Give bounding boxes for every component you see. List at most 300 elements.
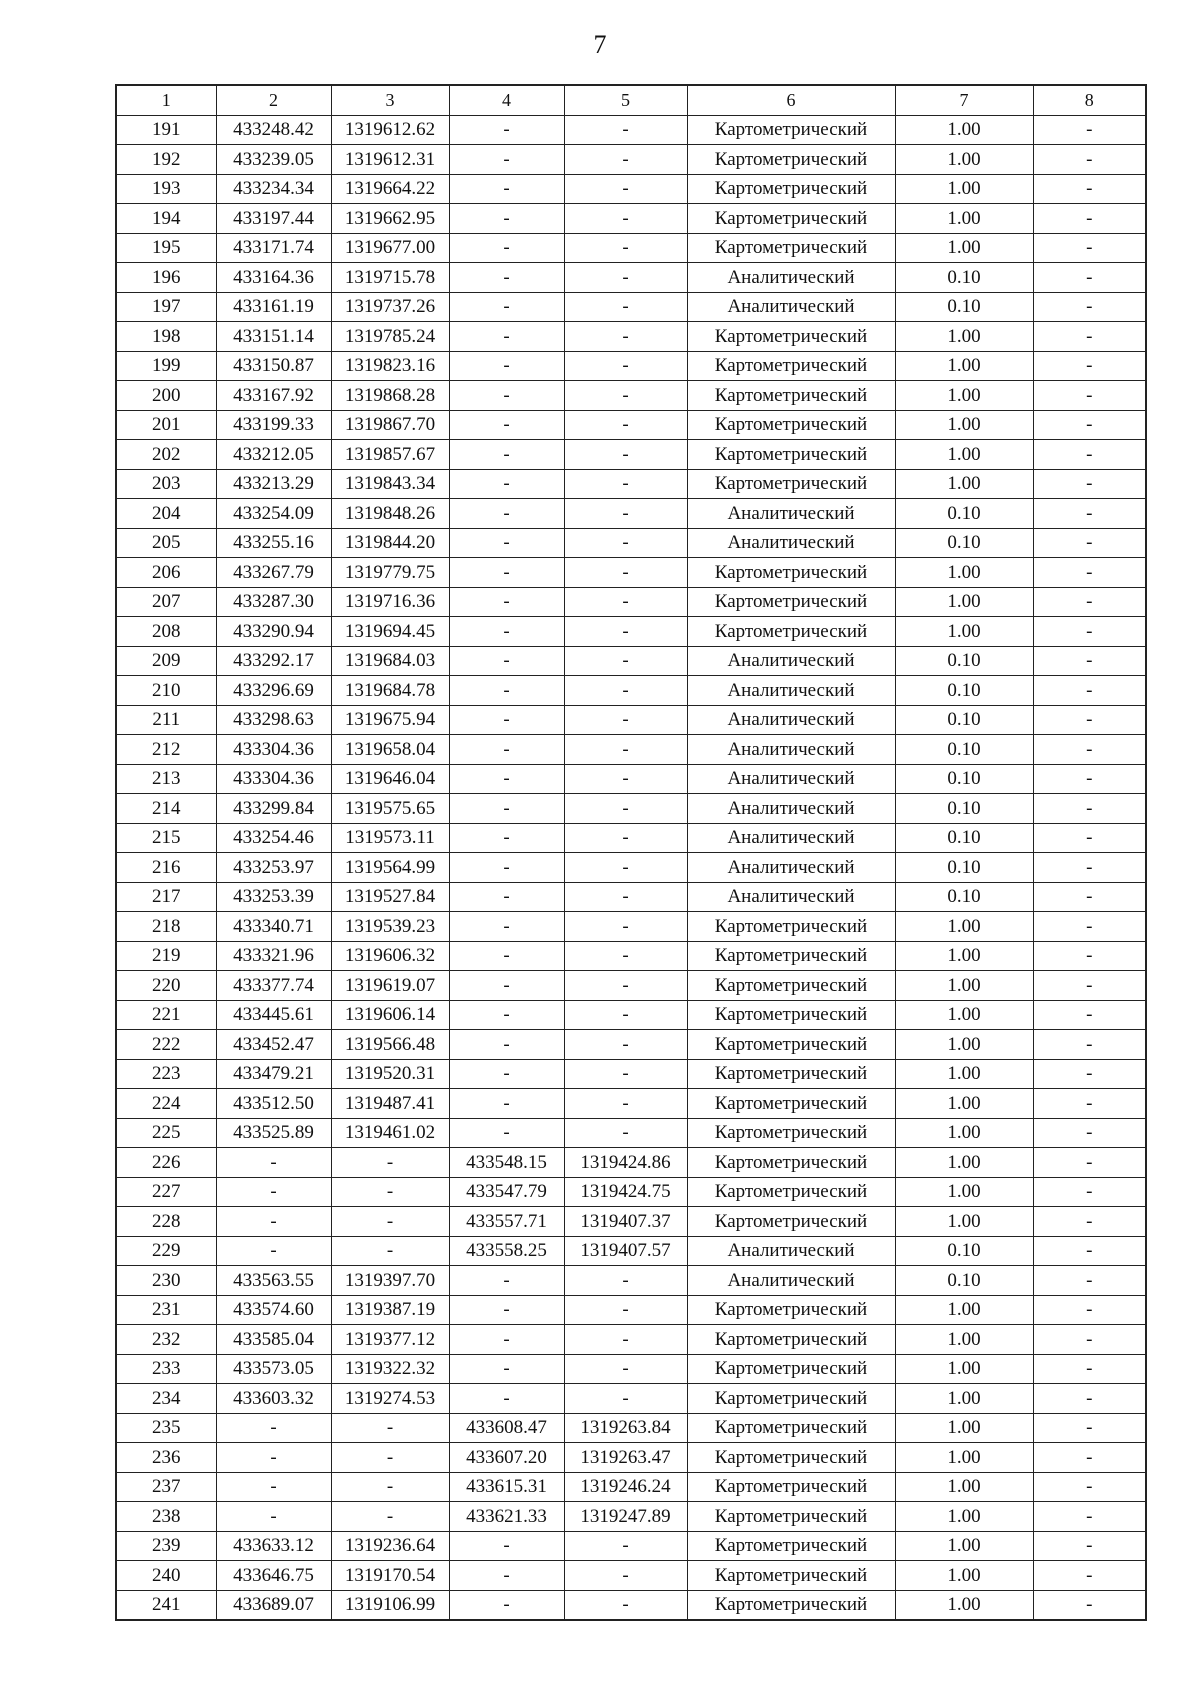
y-coordinate-cell: 1319612.62 [331, 115, 449, 145]
y-coordinate-new-cell: - [564, 469, 687, 499]
y-coordinate-cell: 1319236.64 [331, 1531, 449, 1561]
y-coordinate-new-cell: - [564, 617, 687, 647]
table-row [116, 676, 1146, 706]
y-coordinate-cell: 1319857.67 [331, 440, 449, 470]
x-coordinate-new-cell: 433547.79 [449, 1177, 564, 1207]
table-row [116, 1000, 1146, 1030]
y-coordinate-cell: - [331, 1443, 449, 1473]
method-cell: Аналитический [687, 764, 895, 794]
accuracy-cell: 0.10 [895, 499, 1033, 529]
point-number-cell: 214 [116, 794, 216, 824]
accuracy-cell: 1.00 [895, 587, 1033, 617]
y-coordinate-cell: 1319170.54 [331, 1561, 449, 1591]
point-number-cell: 197 [116, 292, 216, 322]
accuracy-cell: 1.00 [895, 351, 1033, 381]
accuracy-cell: 1.00 [895, 558, 1033, 588]
point-number-cell: 202 [116, 440, 216, 470]
y-coordinate-new-cell: - [564, 292, 687, 322]
y-coordinate-new-cell: - [564, 1531, 687, 1561]
x-coordinate-new-cell: - [449, 882, 564, 912]
y-coordinate-new-cell: - [564, 1295, 687, 1325]
point-number-cell: 200 [116, 381, 216, 411]
y-coordinate-cell: 1319785.24 [331, 322, 449, 352]
description-cell: - [1033, 735, 1146, 765]
y-coordinate-new-cell: - [564, 941, 687, 971]
point-number-cell: 191 [116, 115, 216, 145]
table-row [116, 823, 1146, 853]
accuracy-cell: 0.10 [895, 292, 1033, 322]
description-cell: - [1033, 705, 1146, 735]
point-number-cell: 219 [116, 941, 216, 971]
y-coordinate-cell: 1319274.53 [331, 1384, 449, 1414]
method-cell: Картометрический [687, 145, 895, 175]
x-coordinate-cell: - [216, 1413, 331, 1443]
x-coordinate-new-cell: - [449, 823, 564, 853]
x-coordinate-new-cell: 433557.71 [449, 1207, 564, 1237]
x-coordinate-cell: 433150.87 [216, 351, 331, 381]
point-number-cell: 241 [116, 1590, 216, 1620]
x-coordinate-cell: 433563.55 [216, 1266, 331, 1296]
x-coordinate-cell: 433161.19 [216, 292, 331, 322]
accuracy-cell: 1.00 [895, 1177, 1033, 1207]
point-number-cell: 234 [116, 1384, 216, 1414]
x-coordinate-new-cell: - [449, 735, 564, 765]
description-cell: - [1033, 1207, 1146, 1237]
point-number-cell: 238 [116, 1502, 216, 1532]
y-coordinate-cell: 1319606.14 [331, 1000, 449, 1030]
x-coordinate-cell: 433253.97 [216, 853, 331, 883]
x-coordinate-new-cell: - [449, 558, 564, 588]
description-cell: - [1033, 1502, 1146, 1532]
table-row [116, 794, 1146, 824]
accuracy-cell: 1.00 [895, 115, 1033, 145]
table-row [116, 1207, 1146, 1237]
method-cell: Картометрический [687, 1207, 895, 1237]
description-cell: - [1033, 1472, 1146, 1502]
description-cell: - [1033, 1531, 1146, 1561]
y-coordinate-cell: 1319566.48 [331, 1030, 449, 1060]
accuracy-cell: 1.00 [895, 381, 1033, 411]
method-cell: Аналитический [687, 823, 895, 853]
x-coordinate-new-cell: - [449, 528, 564, 558]
y-coordinate-cell: 1319779.75 [331, 558, 449, 588]
y-coordinate-new-cell: - [564, 794, 687, 824]
y-coordinate-cell: 1319716.36 [331, 587, 449, 617]
accuracy-cell: 1.00 [895, 469, 1033, 499]
x-coordinate-cell: 433239.05 [216, 145, 331, 175]
point-number-cell: 198 [116, 322, 216, 352]
description-cell: - [1033, 1030, 1146, 1060]
description-cell: - [1033, 676, 1146, 706]
point-number-cell: 208 [116, 617, 216, 647]
y-coordinate-cell: 1319564.99 [331, 853, 449, 883]
description-cell: - [1033, 1561, 1146, 1591]
description-cell: - [1033, 1325, 1146, 1355]
accuracy-cell: 1.00 [895, 1472, 1033, 1502]
accuracy-cell: 1.00 [895, 1207, 1033, 1237]
accuracy-cell: 1.00 [895, 322, 1033, 352]
accuracy-cell: 1.00 [895, 1443, 1033, 1473]
y-coordinate-cell: 1319606.32 [331, 941, 449, 971]
table-row [116, 617, 1146, 647]
x-coordinate-new-cell: - [449, 322, 564, 352]
accuracy-cell: 1.00 [895, 1413, 1033, 1443]
y-coordinate-cell: 1319868.28 [331, 381, 449, 411]
y-coordinate-new-cell: - [564, 764, 687, 794]
accuracy-cell: 0.10 [895, 823, 1033, 853]
x-coordinate-new-cell: - [449, 794, 564, 824]
y-coordinate-new-cell: 1319424.86 [564, 1148, 687, 1178]
y-coordinate-cell: 1319387.19 [331, 1295, 449, 1325]
table-row [116, 941, 1146, 971]
accuracy-cell: 1.00 [895, 1384, 1033, 1414]
table-row [116, 1443, 1146, 1473]
x-coordinate-cell: 433585.04 [216, 1325, 331, 1355]
x-coordinate-cell: 433452.47 [216, 1030, 331, 1060]
accuracy-cell: 1.00 [895, 1030, 1033, 1060]
accuracy-cell: 1.00 [895, 233, 1033, 263]
method-cell: Картометрический [687, 1384, 895, 1414]
point-number-cell: 212 [116, 735, 216, 765]
header-cell: 8 [1033, 85, 1146, 115]
x-coordinate-cell: 433689.07 [216, 1590, 331, 1620]
accuracy-cell: 0.10 [895, 263, 1033, 293]
method-cell: Картометрический [687, 1177, 895, 1207]
description-cell: - [1033, 351, 1146, 381]
y-coordinate-new-cell: - [564, 735, 687, 765]
table-row [116, 322, 1146, 352]
point-number-cell: 193 [116, 174, 216, 204]
point-number-cell: 211 [116, 705, 216, 735]
table-row [116, 912, 1146, 942]
x-coordinate-new-cell: - [449, 1354, 564, 1384]
description-cell: - [1033, 1266, 1146, 1296]
point-number-cell: 220 [116, 971, 216, 1001]
point-number-cell: 236 [116, 1443, 216, 1473]
point-number-cell: 223 [116, 1059, 216, 1089]
x-coordinate-cell: - [216, 1148, 331, 1178]
y-coordinate-new-cell: - [564, 1384, 687, 1414]
accuracy-cell: 1.00 [895, 174, 1033, 204]
table-row [116, 1325, 1146, 1355]
y-coordinate-cell: 1319843.34 [331, 469, 449, 499]
accuracy-cell: 1.00 [895, 145, 1033, 175]
method-cell: Аналитический [687, 528, 895, 558]
point-number-cell: 195 [116, 233, 216, 263]
x-coordinate-new-cell: - [449, 410, 564, 440]
point-number-cell: 213 [116, 764, 216, 794]
description-cell: - [1033, 1089, 1146, 1119]
accuracy-cell: 1.00 [895, 440, 1033, 470]
method-cell: Картометрический [687, 1325, 895, 1355]
method-cell: Картометрический [687, 351, 895, 381]
y-coordinate-new-cell: 1319263.47 [564, 1443, 687, 1473]
table-row [116, 1295, 1146, 1325]
x-coordinate-new-cell: - [449, 764, 564, 794]
x-coordinate-cell: 433298.63 [216, 705, 331, 735]
method-cell: Аналитический [687, 263, 895, 293]
x-coordinate-new-cell: - [449, 233, 564, 263]
y-coordinate-cell: 1319575.65 [331, 794, 449, 824]
x-coordinate-cell: 433151.14 [216, 322, 331, 352]
x-coordinate-new-cell: - [449, 971, 564, 1001]
point-number-cell: 204 [116, 499, 216, 529]
point-number-cell: 231 [116, 1295, 216, 1325]
table-row [116, 1059, 1146, 1089]
point-number-cell: 194 [116, 204, 216, 234]
point-number-cell: 210 [116, 676, 216, 706]
x-coordinate-cell: 433479.21 [216, 1059, 331, 1089]
y-coordinate-cell: - [331, 1472, 449, 1502]
y-coordinate-cell: 1319664.22 [331, 174, 449, 204]
point-number-cell: 229 [116, 1236, 216, 1266]
point-number-cell: 217 [116, 882, 216, 912]
accuracy-cell: 0.10 [895, 735, 1033, 765]
table-row [116, 1030, 1146, 1060]
y-coordinate-cell: 1319684.03 [331, 646, 449, 676]
x-coordinate-new-cell: - [449, 1590, 564, 1620]
y-coordinate-cell: 1319527.84 [331, 882, 449, 912]
y-coordinate-new-cell: - [564, 823, 687, 853]
y-coordinate-new-cell: - [564, 1030, 687, 1060]
method-cell: Картометрический [687, 587, 895, 617]
x-coordinate-new-cell: - [449, 174, 564, 204]
description-cell: - [1033, 322, 1146, 352]
y-coordinate-new-cell: 1319424.75 [564, 1177, 687, 1207]
point-number-cell: 201 [116, 410, 216, 440]
x-coordinate-cell: - [216, 1443, 331, 1473]
table-row [116, 145, 1146, 175]
x-coordinate-new-cell: - [449, 145, 564, 175]
y-coordinate-new-cell: - [564, 882, 687, 912]
point-number-cell: 233 [116, 1354, 216, 1384]
header-cell: 6 [687, 85, 895, 115]
x-coordinate-cell: 433267.79 [216, 558, 331, 588]
point-number-cell: 203 [116, 469, 216, 499]
accuracy-cell: 1.00 [895, 1502, 1033, 1532]
description-cell: - [1033, 145, 1146, 175]
y-coordinate-cell: - [331, 1148, 449, 1178]
y-coordinate-new-cell: - [564, 1266, 687, 1296]
method-cell: Картометрический [687, 1354, 895, 1384]
y-coordinate-new-cell: - [564, 115, 687, 145]
x-coordinate-cell: 433234.34 [216, 174, 331, 204]
accuracy-cell: 1.00 [895, 1118, 1033, 1148]
table-row [116, 1472, 1146, 1502]
x-coordinate-cell: 433321.96 [216, 941, 331, 971]
y-coordinate-new-cell: - [564, 381, 687, 411]
point-number-cell: 230 [116, 1266, 216, 1296]
method-cell: Картометрический [687, 1531, 895, 1561]
method-cell: Аналитический [687, 794, 895, 824]
x-coordinate-new-cell: 433607.20 [449, 1443, 564, 1473]
header-cell: 2 [216, 85, 331, 115]
y-coordinate-cell: 1319848.26 [331, 499, 449, 529]
table-row [116, 587, 1146, 617]
y-coordinate-cell: 1319694.45 [331, 617, 449, 647]
y-coordinate-cell: 1319397.70 [331, 1266, 449, 1296]
table-row [116, 1384, 1146, 1414]
accuracy-cell: 1.00 [895, 912, 1033, 942]
y-coordinate-cell: - [331, 1207, 449, 1237]
header-cell: 5 [564, 85, 687, 115]
y-coordinate-new-cell: - [564, 499, 687, 529]
table-row [116, 115, 1146, 145]
header-cell: 4 [449, 85, 564, 115]
y-coordinate-cell: - [331, 1236, 449, 1266]
table-row [116, 1266, 1146, 1296]
point-number-cell: 215 [116, 823, 216, 853]
x-coordinate-new-cell: - [449, 292, 564, 322]
accuracy-cell: 0.10 [895, 853, 1033, 883]
method-cell: Картометрический [687, 174, 895, 204]
coordinates-table [115, 84, 1147, 1621]
x-coordinate-cell: 433167.92 [216, 381, 331, 411]
x-coordinate-cell: 433299.84 [216, 794, 331, 824]
table-row [116, 646, 1146, 676]
method-cell: Картометрический [687, 1148, 895, 1178]
table-row [116, 174, 1146, 204]
x-coordinate-cell: 433248.42 [216, 115, 331, 145]
y-coordinate-new-cell: 1319263.84 [564, 1413, 687, 1443]
table-row [116, 882, 1146, 912]
accuracy-cell: 0.10 [895, 646, 1033, 676]
y-coordinate-new-cell: - [564, 528, 687, 558]
point-number-cell: 224 [116, 1089, 216, 1119]
table-row [116, 1177, 1146, 1207]
method-cell: Картометрический [687, 1059, 895, 1089]
x-coordinate-new-cell: - [449, 204, 564, 234]
x-coordinate-new-cell: - [449, 587, 564, 617]
x-coordinate-new-cell: - [449, 941, 564, 971]
accuracy-cell: 1.00 [895, 1325, 1033, 1355]
description-cell: - [1033, 233, 1146, 263]
y-coordinate-new-cell: - [564, 705, 687, 735]
description-cell: - [1033, 440, 1146, 470]
point-number-cell: 209 [116, 646, 216, 676]
table-row [116, 558, 1146, 588]
y-coordinate-cell: 1319867.70 [331, 410, 449, 440]
description-cell: - [1033, 1413, 1146, 1443]
y-coordinate-cell: 1319619.07 [331, 971, 449, 1001]
y-coordinate-new-cell: - [564, 263, 687, 293]
description-cell: - [1033, 1177, 1146, 1207]
y-coordinate-new-cell: - [564, 1000, 687, 1030]
description-cell: - [1033, 1236, 1146, 1266]
x-coordinate-new-cell: - [449, 1531, 564, 1561]
x-coordinate-cell: 433292.17 [216, 646, 331, 676]
method-cell: Картометрический [687, 204, 895, 234]
y-coordinate-new-cell: - [564, 204, 687, 234]
y-coordinate-new-cell: - [564, 1089, 687, 1119]
description-cell: - [1033, 1000, 1146, 1030]
method-cell: Картометрический [687, 1295, 895, 1325]
x-coordinate-cell: - [216, 1236, 331, 1266]
method-cell: Аналитический [687, 853, 895, 883]
x-coordinate-cell: 433525.89 [216, 1118, 331, 1148]
y-coordinate-cell: 1319377.12 [331, 1325, 449, 1355]
table-row [116, 1413, 1146, 1443]
x-coordinate-new-cell: - [449, 469, 564, 499]
y-coordinate-new-cell: - [564, 1325, 687, 1355]
method-cell: Аналитический [687, 646, 895, 676]
description-cell: - [1033, 1443, 1146, 1473]
point-number-cell: 237 [116, 1472, 216, 1502]
y-coordinate-cell: 1319487.41 [331, 1089, 449, 1119]
description-cell: - [1033, 1590, 1146, 1620]
table-row [116, 381, 1146, 411]
table-header-row [116, 85, 1146, 115]
x-coordinate-cell: 433213.29 [216, 469, 331, 499]
y-coordinate-cell: 1319106.99 [331, 1590, 449, 1620]
description-cell: - [1033, 1295, 1146, 1325]
description-cell: - [1033, 882, 1146, 912]
x-coordinate-cell: - [216, 1177, 331, 1207]
y-coordinate-new-cell: 1319407.57 [564, 1236, 687, 1266]
header-cell: 7 [895, 85, 1033, 115]
x-coordinate-new-cell: - [449, 440, 564, 470]
x-coordinate-cell: 433304.36 [216, 764, 331, 794]
accuracy-cell: 0.10 [895, 528, 1033, 558]
method-cell: Картометрический [687, 912, 895, 942]
description-cell: - [1033, 558, 1146, 588]
table-row [116, 1354, 1146, 1384]
table-row [116, 528, 1146, 558]
y-coordinate-new-cell: 1319247.89 [564, 1502, 687, 1532]
y-coordinate-cell: 1319737.26 [331, 292, 449, 322]
method-cell: Картометрический [687, 1472, 895, 1502]
y-coordinate-cell: 1319823.16 [331, 351, 449, 381]
table-row [116, 1148, 1146, 1178]
y-coordinate-new-cell: - [564, 440, 687, 470]
description-cell: - [1033, 115, 1146, 145]
x-coordinate-cell: 433164.36 [216, 263, 331, 293]
x-coordinate-cell: - [216, 1207, 331, 1237]
y-coordinate-cell: 1319658.04 [331, 735, 449, 765]
point-number-cell: 222 [116, 1030, 216, 1060]
x-coordinate-new-cell: 433558.25 [449, 1236, 564, 1266]
method-cell: Картометрический [687, 115, 895, 145]
y-coordinate-new-cell: - [564, 410, 687, 440]
description-cell: - [1033, 646, 1146, 676]
table-row [116, 351, 1146, 381]
y-coordinate-new-cell: - [564, 587, 687, 617]
accuracy-cell: 1.00 [895, 1148, 1033, 1178]
point-number-cell: 240 [116, 1561, 216, 1591]
y-coordinate-new-cell: - [564, 322, 687, 352]
y-coordinate-cell: - [331, 1413, 449, 1443]
description-cell: - [1033, 1354, 1146, 1384]
table-row [116, 440, 1146, 470]
header-cell: 3 [331, 85, 449, 115]
accuracy-cell: 1.00 [895, 1590, 1033, 1620]
x-coordinate-cell: 433254.46 [216, 823, 331, 853]
x-coordinate-new-cell: - [449, 676, 564, 706]
x-coordinate-cell: 433254.09 [216, 499, 331, 529]
point-number-cell: 239 [116, 1531, 216, 1561]
accuracy-cell: 0.10 [895, 1236, 1033, 1266]
description-cell: - [1033, 204, 1146, 234]
accuracy-cell: 0.10 [895, 794, 1033, 824]
x-coordinate-cell: 433287.30 [216, 587, 331, 617]
description-cell: - [1033, 764, 1146, 794]
x-coordinate-new-cell: - [449, 263, 564, 293]
method-cell: Картометрический [687, 1118, 895, 1148]
table-row [116, 1502, 1146, 1532]
method-cell: Картометрический [687, 971, 895, 1001]
x-coordinate-cell: 433445.61 [216, 1000, 331, 1030]
x-coordinate-new-cell: - [449, 1295, 564, 1325]
